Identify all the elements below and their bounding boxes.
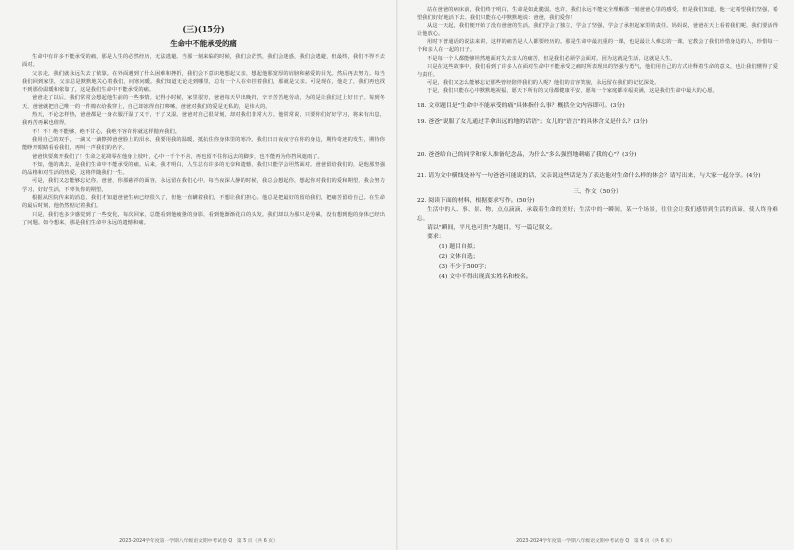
paragraph: 生命中有许多不能承受的痛，那是人生的必然经历，无法逃避。当那一刻来临的时候，我们会茫然，我们会迷惑，我们会逃避，但最终，我们不得不去面对。 <box>22 54 385 69</box>
article-title: 生命中不能承受的痛 <box>170 39 237 48</box>
page-footer: 2023-2024学年度第一学期八年级语文期中考试卷 Q 第 5 页（共 6 页） <box>119 539 278 544</box>
paragraph: 不知，他的离去，是我们生命中不能承受的痛。后来，我才明白，人生总有许多的无奈和遗憾，我们只能学会坦然面对。爸爸留给我们的，是他那坚强的品格和对生活的热爱，这将伴随我们一生。 <box>22 161 385 177</box>
paragraph: 只是，我们也多少感觉到了一些变化，每次回家，总能看到他疲惫的身影，看到他渐渐花白的头发。我们却以为那只是劳累，没有想到他的身体已经出了问题。如今想来，那是我们生命中永远的遗憾和痛。 <box>22 211 385 226</box>
paragraph: 只是在这些故事中，我们看到了许多人在面对生命中不能承受之痛时所表现出的坚强与勇气，他们用自己的方式诠释着生命的意义，也让我们懂得了爱与责任。 <box>417 63 778 78</box>
page-footer: 2023-2024学年度第一学期八年级语文期中考试卷 Q 第 6 页（共 6 页） <box>516 539 675 544</box>
question-22: 22. 阅读下面的材料，根据要求写作。(50分) <box>417 198 535 205</box>
writing-material: 生活中的人、事、景、物，点点滴滴，承载着生命的美好；生活中的一瞬间，某一个场景，往往会让我们感悟到生活的真谛，使人终身难忘。 <box>417 207 778 223</box>
paragraph: 爸爸走了以后，我们常常会想起他生前的一些事情。记得小时候，家里很穷，爸爸每天早出晚归，辛辛苦苦地劳动，为的是让我们过上好日子。每到冬天，爸爸就把自己唯一的一件棉衣给我穿上，自己却冻得直打哆嗦。爸爸对我们的爱是无私的，是伟大的。 <box>22 95 385 110</box>
paragraph: 父亲走，我们就永远失去了依靠。在外面遇到了什么困难和挫折，我们会下意识地想起父亲，想起他那宽厚的肩膀和慈爱的目光。然后再去努力。每当我们回到家里，父亲总是默默地关心着我们，问寒问暖。我们知道无论走到哪里，总有一个人在牵挂着我们，那就是父亲。可是现在，他走了，我们再也找不到那份温暖和依靠了，这是我们生命中不能承受的痛。 <box>22 70 385 94</box>
requirement-item: (1) 题目自拟； <box>439 244 479 251</box>
requirements-label: 要求： <box>427 234 445 241</box>
question-20: 20. 爸爸给自己的同学和家人准备纪念品，为什么"多么强烈地刺痛了我的心"？(3分) <box>417 152 637 159</box>
question-18: 18. 文章题目是"生命中不能承受的痛"具体指什么事？概括全文内容即可。(3分) <box>417 103 625 110</box>
paragraph: 根据从医院传来的消息，我们才知道爸爸生病已经很久了，但他一直瞒着我们，不想让我们担心。他总是把最好的留给我们，把痛苦留给自己。在生命的最后时刻，他仍然惦记着我们。 <box>22 195 385 210</box>
paragraph: 于是，我们只能在心中默默地祝福，愿天下所有的父母都健康平安，愿每一个家庭都幸福美满，这是我们生命中最大的心愿。 <box>427 87 718 94</box>
question-21: 21. 请为文中横线处补写一句爸爸可能说的话，父亲说这些话是为了表达他对生命什么样的体会？请写出来，与大家一起分享。(4分) <box>417 173 761 180</box>
paragraph: 可是，我们又怎么能够忘记那些曾经陪伴我们的人呢？他们的音容笑貌，永远留在我们的记忆深处。 <box>427 79 660 86</box>
paragraph: 热天，不论怎样热，爸爸都是一身衣服汗湿了又干，干了又湿。爸爸对自己很苛刻，却对我们非常大方。他常常说，只要你们好好学习，将来有出息，我再苦再累也值得。 <box>22 112 385 127</box>
paragraph: 不是每一个人都能够坦然地面对失去亲人的痛苦，但是我们必须学会面对。因为这就是生活，这就是人生。 <box>427 55 676 62</box>
paragraph: 我用自己的双手，一滴又一滴擦掉爸爸脸上的泪水，我要用我的温暖，抵抗住你身体里的寒冷。我们日日夜夜守在你的身边，期待奇迹的发生，期待你能睁开眼睛看看我们，再叫一声我们的名字。 <box>22 136 385 152</box>
paragraph: 不！不！绝不能够，绝不甘心，我绝不容许你就这样抛弃我们。 <box>32 128 181 135</box>
paragraph: 爸爸快要离开我们了！生命之花凋零在他身上枝叶，心中一千个不舍，再也留不住你远去的脚步，也不能再为你挡风遮雨了。 <box>32 153 323 160</box>
requirement-item: (2) 文体自选； <box>439 254 479 261</box>
writing-prompt: 请以"瞬间，平凡也可贵"为题目，写一篇记叙文。 <box>427 225 557 232</box>
question-19: 19. 爸爸"说服了女儿通过手拿出远的地的话语"；女儿的"语言"的具体含义是什么？(3分) <box>417 119 648 126</box>
paragraph: 站在爸爸的病床前，我们终于明白，生命是如此脆弱。也许，我们永远不能完全理解那一刻爸爸心里的感受，但是我们知道，他一定希望我们坚强，希望我们好好地活下去。我们只能在心中默默地说：爸爸，我们爱你！ <box>417 7 778 22</box>
section-heading: (三)(15分) <box>182 24 225 34</box>
paragraph: 用时下普通话的说法来讲，这样的痛苦是人人都要经历的。那是生命中最沉重的一课，也是最让人难忘的一课。它教会了我们珍惜身边的人，珍惜每一个和亲人在一起的日子。 <box>417 39 778 54</box>
composition-section-heading: 三、作文（50分） <box>573 189 622 196</box>
paragraph: 可是，我们又怎能够忘记你，爸爸，你那慈祥的面容，永远留在我们心中。每当夜深人静的时候，我总会想起你，想起你对我们的爱和期望，我会努力学习，好好生活，不辜负你的期望。 <box>22 178 385 193</box>
requirement-item: (4) 文中不得出现真实姓名和校名。 <box>439 274 532 281</box>
right-page <box>397 0 794 550</box>
paragraph: 从这一天起，我们便开始了没有爸爸的生活。我们学会了独立，学会了坚强，学会了承担起家里的责任。妈妈说，爸爸在天上看着我们呢，我们要活得让他放心。 <box>417 23 778 38</box>
requirement-item: (3) 不少于500字； <box>439 264 490 271</box>
